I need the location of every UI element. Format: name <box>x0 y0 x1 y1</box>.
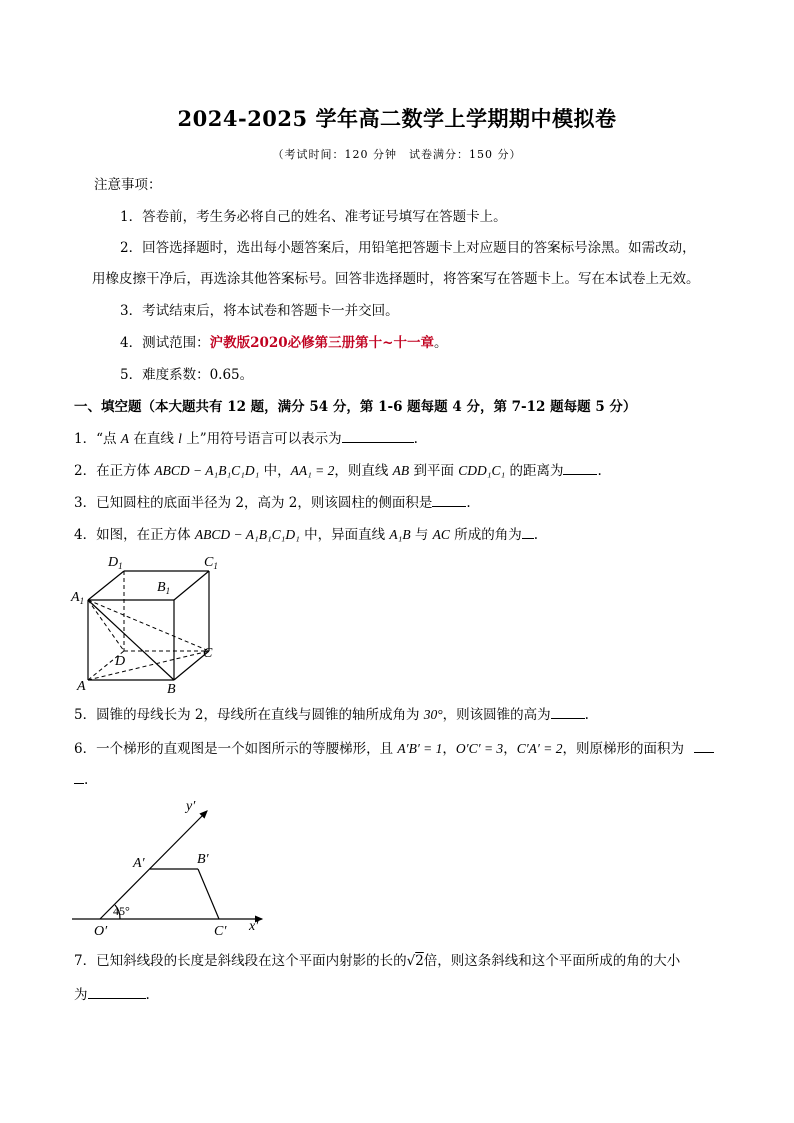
q2-text-2: 中， <box>259 463 291 479</box>
q2-text-5: 的距离为 <box>505 463 564 479</box>
q4-text-4: 所成的角为 <box>449 527 522 543</box>
q2-text-3: ，则直线 <box>334 463 393 479</box>
q6-eq-3: C′A′ = 2 <box>516 741 563 756</box>
answer-blank-5[interactable] <box>551 706 585 719</box>
q7-text-3: 为 <box>74 987 88 1003</box>
q6-eq-2: O′C′ = 3 <box>455 741 504 756</box>
test-range: 沪教版2020必修第三册第十~十一章 <box>209 335 434 351</box>
q5-text-1: 5．圆锥的母线长为 2，母线所在直线与圆锥的轴所成角为 <box>74 707 424 723</box>
q7-text-1: 7．已知斜线段的长度是斜线段在这个平面内射影的长的 <box>74 953 407 969</box>
q6-text-1: 6．一个梯形的直观图是一个如图所示的等腰梯形，且 <box>74 741 398 757</box>
label-D: D <box>115 654 126 669</box>
notice-item-4-suffix: 。 <box>433 335 448 351</box>
q1-end: . <box>413 431 418 447</box>
section-heading: 一、填空题（本大题共有 12 题，满分 54 分，第 1-6 题每题 4 分，第 7-12 题每题 5 分） <box>74 399 637 415</box>
notice-item-4-prefix: 4．测试范围： <box>120 335 210 351</box>
trapezoid-figure <box>66 796 276 940</box>
question-3 <box>74 494 471 512</box>
notice-item-5: 5．难度系数：0.65。 <box>120 367 254 383</box>
q2-text-4: 到平面 <box>409 463 459 479</box>
q2-end: . <box>597 463 602 479</box>
notice-item-1: 1．答卷前，考生务必将自己的姓名、准考证号填写在答题卡上。 <box>120 209 507 225</box>
label-C: C <box>203 646 213 661</box>
q4-text-1: 4．如图，在正方体 <box>74 527 195 543</box>
q4-text-2: 中，异面直线 <box>299 527 390 543</box>
notice-item-4 <box>120 334 447 352</box>
exam-info: （考试时间：120 分钟 试卷满分：150 分） <box>272 148 522 161</box>
q7-end: . <box>145 987 150 1003</box>
question-6 <box>74 740 714 758</box>
label-A: A <box>77 679 86 694</box>
notice-item-2b: 用橡皮擦干净后，再选涂其他答案标号。回答非选择题时，将答案写在答题卡上。写在本试卷上无效。 <box>92 271 700 287</box>
label-y: y′ <box>186 799 196 814</box>
q4-cube: ABCD − A₁B₁C₁D₁ <box>194 527 300 542</box>
label-B1: $B_1$ <box>157 580 171 596</box>
question-6-cont <box>74 771 88 789</box>
q2-text-1: 2．在正方体 <box>74 463 155 479</box>
q1-point: A <box>120 431 130 446</box>
q5-angle: 30° <box>423 707 443 722</box>
y-axis <box>100 811 207 919</box>
question-7-cont <box>74 986 150 1004</box>
label-D1: $D_1$ <box>108 555 123 571</box>
q1-line: l <box>178 431 182 446</box>
cube-figure <box>66 552 236 698</box>
q6-text-4: ，则原梯形的面积为 <box>562 741 684 757</box>
question-2 <box>74 462 602 480</box>
q1-text-1: 1．“点 <box>74 431 121 447</box>
sqrt-value: 2 <box>415 953 424 969</box>
q6-text-2: ， <box>442 741 456 757</box>
q3-text: 3．已知圆柱的底面半径为 2，高为 2，则该圆柱的侧面积是 <box>74 495 433 511</box>
notice-heading: 注意事项： <box>94 177 162 193</box>
q3-end: . <box>466 495 471 511</box>
label-A1: $A_1$ <box>71 590 85 606</box>
question-5 <box>74 706 589 724</box>
answer-blank-2[interactable] <box>563 462 597 475</box>
answer-blank-4[interactable] <box>522 526 534 539</box>
q4-end: . <box>533 527 539 543</box>
q5-text-2: ，则该圆锥的高为 <box>442 707 551 723</box>
q2-plane: CDD₁C₁ <box>458 463 506 478</box>
q1-text-2: 在直线 <box>129 431 179 447</box>
q5-end: . <box>584 707 589 723</box>
q4-line-2: AC <box>432 527 450 542</box>
page-title: 2024-2025 学年高二数学上学期期中模拟卷 <box>177 106 617 131</box>
sqrt-symbol: √2 <box>406 953 424 969</box>
answer-blank-1[interactable] <box>342 430 414 443</box>
q6-eq-1: A′B′ = 1 <box>397 741 443 756</box>
q1-text-3: 上”用符号语言可以表示为 <box>181 431 342 447</box>
label-B: B′ <box>197 852 209 867</box>
answer-blank-6b[interactable] <box>74 771 84 784</box>
label-O: O′ <box>94 924 108 939</box>
q4-text-3: 与 <box>410 527 433 543</box>
question-7 <box>74 952 680 970</box>
notice-item-3: 3．考试结束后，将本试卷和答题卡一并交回。 <box>120 303 399 319</box>
q7-text-2: 倍，则这条斜线和这个平面所成的角的大小 <box>423 953 681 969</box>
q6-end: . <box>84 772 89 788</box>
label-x: x′ <box>249 919 259 934</box>
label-B: B <box>167 682 176 697</box>
angle-label: 45° <box>113 904 130 918</box>
label-C1: $C_1$ <box>204 555 218 571</box>
answer-blank-7[interactable] <box>88 986 146 999</box>
q2-line: AB <box>392 463 410 478</box>
question-1 <box>74 430 418 448</box>
question-4 <box>74 526 538 544</box>
q2-equation: AA₁ = 2 <box>290 463 335 478</box>
label-C: C′ <box>214 924 227 939</box>
answer-blank-6a[interactable] <box>694 740 714 753</box>
answer-blank-3[interactable] <box>432 494 466 507</box>
notice-item-2a: 2．回答选择题时，选出每小题答案后，用铅笔把答题卡上对应题目的答案标号涂黑。如需改动， <box>120 240 696 256</box>
label-A: A′ <box>133 856 145 871</box>
q4-line-1: A₁B <box>389 527 411 542</box>
q2-cube: ABCD − A₁B₁C₁D₁ <box>154 463 260 478</box>
q6-text-3: ， <box>503 741 517 757</box>
